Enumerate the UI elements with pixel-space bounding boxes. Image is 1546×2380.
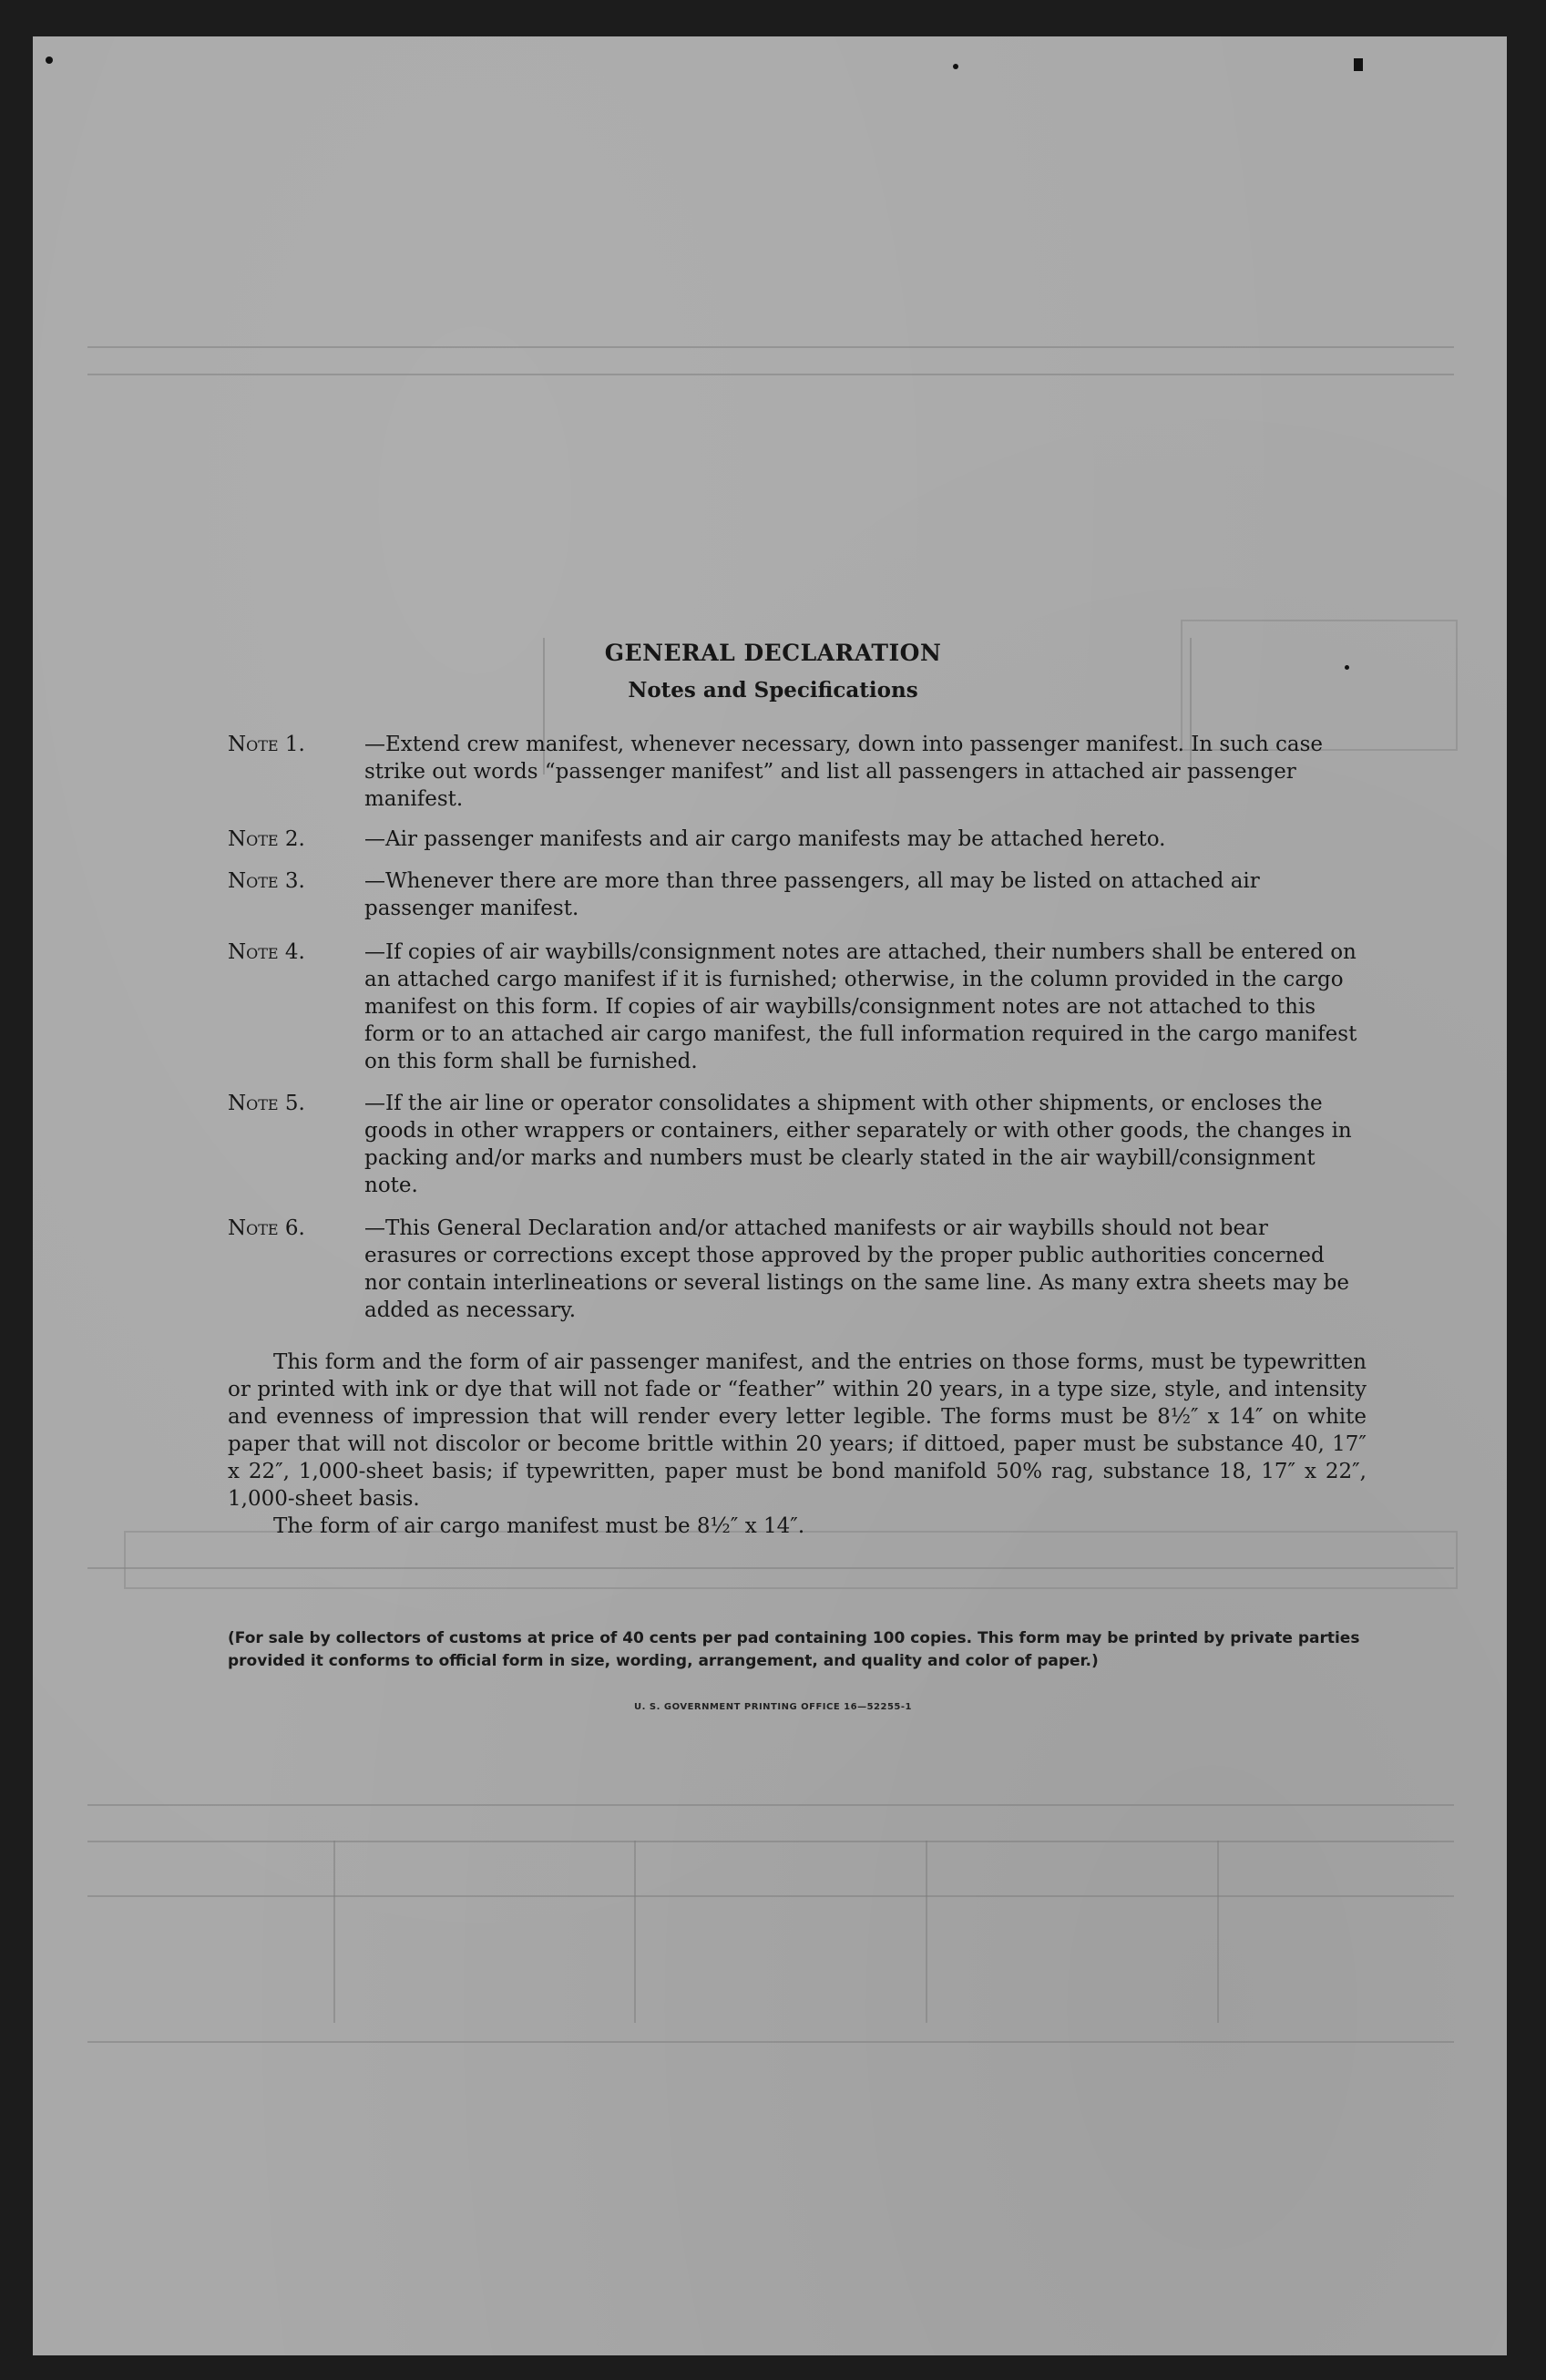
sale-notice: (For sale by collectors of customs at price of 40 cents per pad containing 100 copies. This form may be printed by private parties provided it conforms to official form in size, wording, arrangement, and quality and color of paper.) bbox=[228, 1629, 1360, 1670]
page-subtitle: Notes and Specifications bbox=[628, 678, 918, 703]
scan-mark bbox=[1354, 58, 1363, 71]
scan-mark bbox=[953, 64, 958, 69]
page-title: GENERAL DECLARATION bbox=[604, 640, 942, 666]
note-label: Note 4. bbox=[228, 940, 305, 964]
note-text: —Air passenger manifests and air cargo manifests may be attached hereto. bbox=[364, 827, 1166, 851]
note-text: —Extend crew manifest, whenever necessary, down into passenger manifest. In such case strike out words “passenger manifest” and list all passengers in attached air passenger manifest. bbox=[364, 733, 1324, 811]
note-text: —This General Declaration and/or attached manifests or air waybills should not bear erasures or corrections except those approved by the proper public authorities concerned nor contain interlineations or several listings on the same line. As many extra sheets may be added as necessary. bbox=[364, 1216, 1350, 1322]
cargo-paragraph: The form of air cargo manifest must be 8½″ x 14″. bbox=[273, 1514, 805, 1538]
note-3 bbox=[228, 867, 1367, 922]
note-2 bbox=[228, 826, 1367, 853]
note-label: Note 5. bbox=[228, 1092, 305, 1115]
note-5 bbox=[228, 1090, 1367, 1199]
printer-line: U. S. GOVERNMENT PRINTING OFFICE 16—52255-1 bbox=[634, 1702, 912, 1712]
note-label: Note 3. bbox=[228, 869, 305, 893]
form-paragraph: This form and the form of air passenger manifest, and the entries on those forms, must be typewritten or printed with ink or dye that will not fade or “feather” within 20 years, in a type size, style, and intensity and evenness of impression that will render every letter legible. The forms must be 8½″ x 14″ on white paper that will not discolor or become brittle within 20 years; if dittoed, paper must be substance 40, 17″ x 22″, 1,000-sheet basis; if typewritten, paper must be bond manifold 50% rag, substance 18, 17″ x 22″, 1,000-sheet basis. bbox=[228, 1350, 1367, 1511]
note-text: —Whenever there are more than three passengers, all may be listed on attached air passenger manifest. bbox=[364, 869, 1260, 920]
note-text: —If the air line or operator consolidates a shipment with other shipments, or encloses the goods in other wrappers or containers, either separately or with other goods, the changes in packing and/or marks and numbers must be clearly stated in the air waybill/consignment note. bbox=[364, 1092, 1352, 1197]
note-label: Note 2. bbox=[228, 827, 305, 851]
scan-mark bbox=[46, 56, 53, 64]
note-label: Note 1. bbox=[228, 733, 305, 756]
note-4 bbox=[228, 939, 1367, 1075]
note-1 bbox=[228, 731, 1367, 813]
note-text: —If copies of air waybills/consignment notes are attached, their numbers shall be entered on an attached cargo manifest if it is furnished; otherwise, in the column provided in the cargo manifest on this form. If copies of air waybills/consignment notes are not attached to this form or to an attached air cargo manifest, the full information required in the cargo manifest on this form shall be furnished. bbox=[364, 940, 1357, 1073]
note-6 bbox=[228, 1215, 1367, 1324]
note-label: Note 6. bbox=[228, 1216, 305, 1240]
